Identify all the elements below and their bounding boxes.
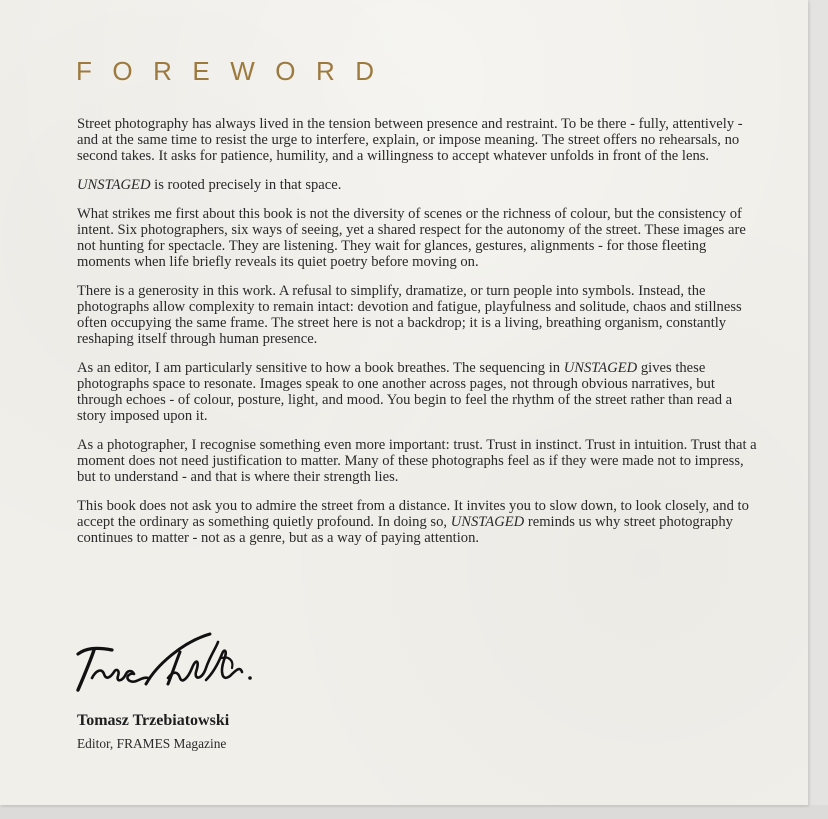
foreword-paragraph (77, 360, 757, 424)
foreword-paragraph (77, 283, 757, 347)
handwritten-signature (72, 628, 262, 698)
foreword-paragraph (77, 498, 757, 546)
foreword-paragraph (77, 206, 757, 270)
paragraph-text: This book does not ask you to admire the street from a distance. It invites you to slow down, to look closely, and to accept the ordinary as something quietly profound. In doing so, (77, 498, 749, 530)
signatory-role: Editor, FRAMES Magazine (77, 736, 227, 751)
paragraph-text: gives these photographs space to resonate. Images speak to one another across pages, not through obvious narratives, but through echoes - of colour, posture, light, and mood. You begin to feel the rhythm of the street rather than read a story imposed upon it. (77, 360, 733, 424)
paragraph-text: As an editor, I am particularly sensitive to how a book breathes. The sequencing in (77, 360, 564, 376)
foreword-paragraph (77, 177, 757, 193)
foreword-paragraph (77, 116, 757, 164)
book-title-italic: UNSTAGED (563, 360, 638, 376)
page-edge-bottom (0, 805, 828, 819)
paragraph-text: There is a generosity in this work. A refusal to simplify, dramatize, or turn people into symbols. Instead, the photographs allow complexity to remain intact: devotion and fatigue, playfulness and solitude, chaos and stillness often occupying the same frame. The street here is not a backdrop; it is a living, breathing organism, constantly reshaping itself through human presence. (77, 283, 742, 347)
foreword-body (77, 116, 757, 559)
page-title: FOREWORD (76, 56, 395, 86)
paragraph-text: reminds us why street photography continues to matter - not as a genre, but as a way of paying attention. (77, 514, 733, 546)
paragraph-text: is rooted precisely in that space. (150, 177, 342, 193)
foreword-paragraph (77, 437, 757, 485)
book-title-italic: UNSTAGED (77, 177, 151, 193)
book-title-italic: UNSTAGED (450, 514, 525, 530)
page-edge-right (808, 0, 828, 819)
paragraph-text: Street photography has always lived in the tension between presence and restraint. To be there - fully, attentively - and at the same time to resist the urge to interfere, explain, or impose meaning. The street offers no rehearsals, no second takes. It asks for patience, humility, and a willingness to accept whatever unfolds in front of the lens. (77, 116, 743, 164)
signatory-name: Tomasz Trzebiatowski (77, 712, 230, 729)
paragraph-text: What strikes me first about this book is not the diversity of scenes or the richness of colour, but the consistency of intent. Six photographers, six ways of seeing, yet a shared respect for the autonomy of the street. These images are not hunting for spectacle. They are listening. They wait for glances, gestures, alignments - for those fleeting moments when life briefly reveals its quiet poetry before moving on. (77, 206, 746, 270)
paragraph-text: As a photographer, I recognise something even more important: trust. Trust in instinct. Trust in intuition. Trust that a moment does not need justification to matter. Many of these photographs feel as if they were made not to impress, but to understand - and that is where their strength lies. (77, 437, 757, 485)
